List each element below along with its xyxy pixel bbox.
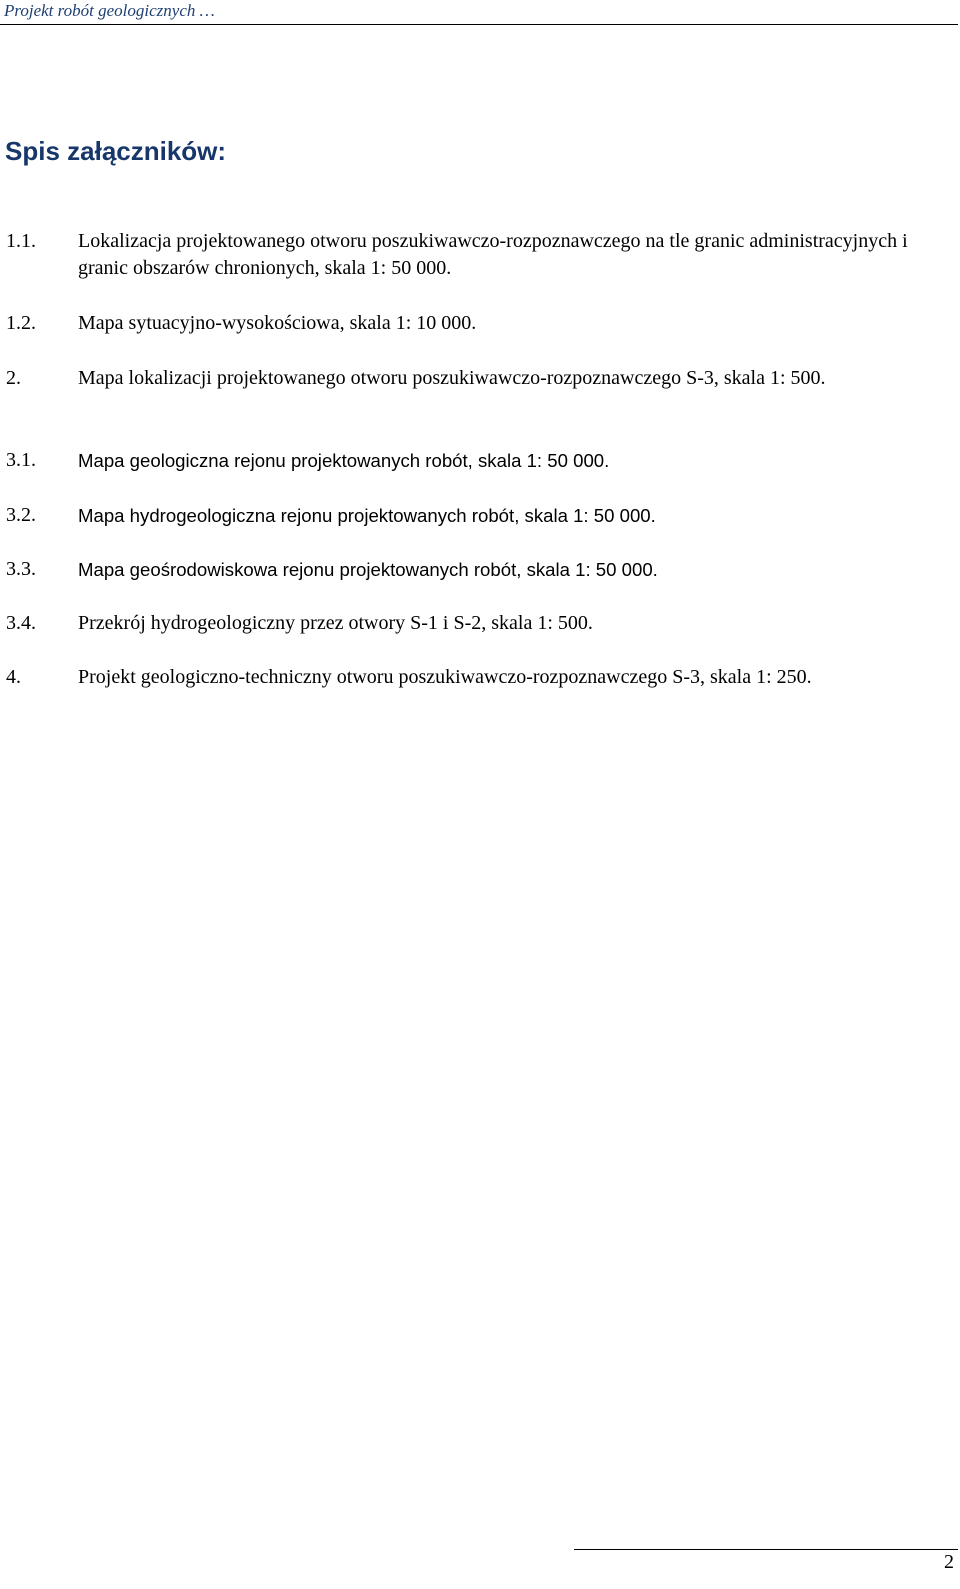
list-item: [0, 447, 960, 474]
running-header: [0, 0, 958, 25]
list-item-text: Mapa hydrogeologiczna rejonu projektowanych robót, skala 1: 50 000.: [78, 505, 656, 526]
running-header-title: Projekt robót geologicznych …: [4, 1, 215, 20]
attachments-title: Spis załączników:: [5, 136, 227, 166]
list-item-number: 4.: [6, 666, 21, 688]
list-item-number: 3.3.: [6, 558, 36, 580]
list-item-number: 1.2.: [6, 312, 36, 334]
list-item-text: Mapa geośrodowiskowa rejonu projektowanych robót, skala 1: 50 000.: [78, 559, 658, 580]
list-item-text: Lokalizacja projektowanego otworu poszukiwawczo-rozpoznawczego na tle granic administracyjnych i granic obszarów chronionych, skala 1: 50 000.: [78, 230, 908, 279]
list-item-text: Mapa sytuacyjno-wysokościowa, skala 1: 10 000.: [78, 312, 477, 334]
list-item: [0, 664, 960, 691]
list-item: [0, 228, 960, 282]
list-item-number: 3.1.: [6, 449, 36, 471]
list-item-text: Mapa lokalizacji projektowanego otworu poszukiwawczo-rozpoznawczego S-3, skala 1: 500.: [78, 367, 826, 389]
list-item: [0, 556, 960, 583]
list-item-number: 1.1.: [6, 230, 36, 252]
list-item-text: Projekt geologiczno-techniczny otworu poszukiwawczo-rozpoznawczego S-3, skala 1: 250.: [78, 666, 812, 688]
list-item: [0, 365, 960, 392]
list-item-number: 2.: [6, 367, 21, 389]
list-item-number: 3.2.: [6, 504, 36, 526]
list-item-text: Przekrój hydrogeologiczny przez otwory S-1 i S-2, skala 1: 500.: [78, 612, 593, 634]
list-item-number: 3.4.: [6, 612, 36, 634]
page-number: 2: [944, 1551, 954, 1573]
list-item-text: Mapa geologiczna rejonu projektowanych robót, skala 1: 50 000.: [78, 450, 610, 471]
footer-rule: [574, 1549, 958, 1550]
list-item: [0, 502, 960, 529]
list-item: [0, 310, 960, 337]
list-item: [0, 610, 960, 637]
